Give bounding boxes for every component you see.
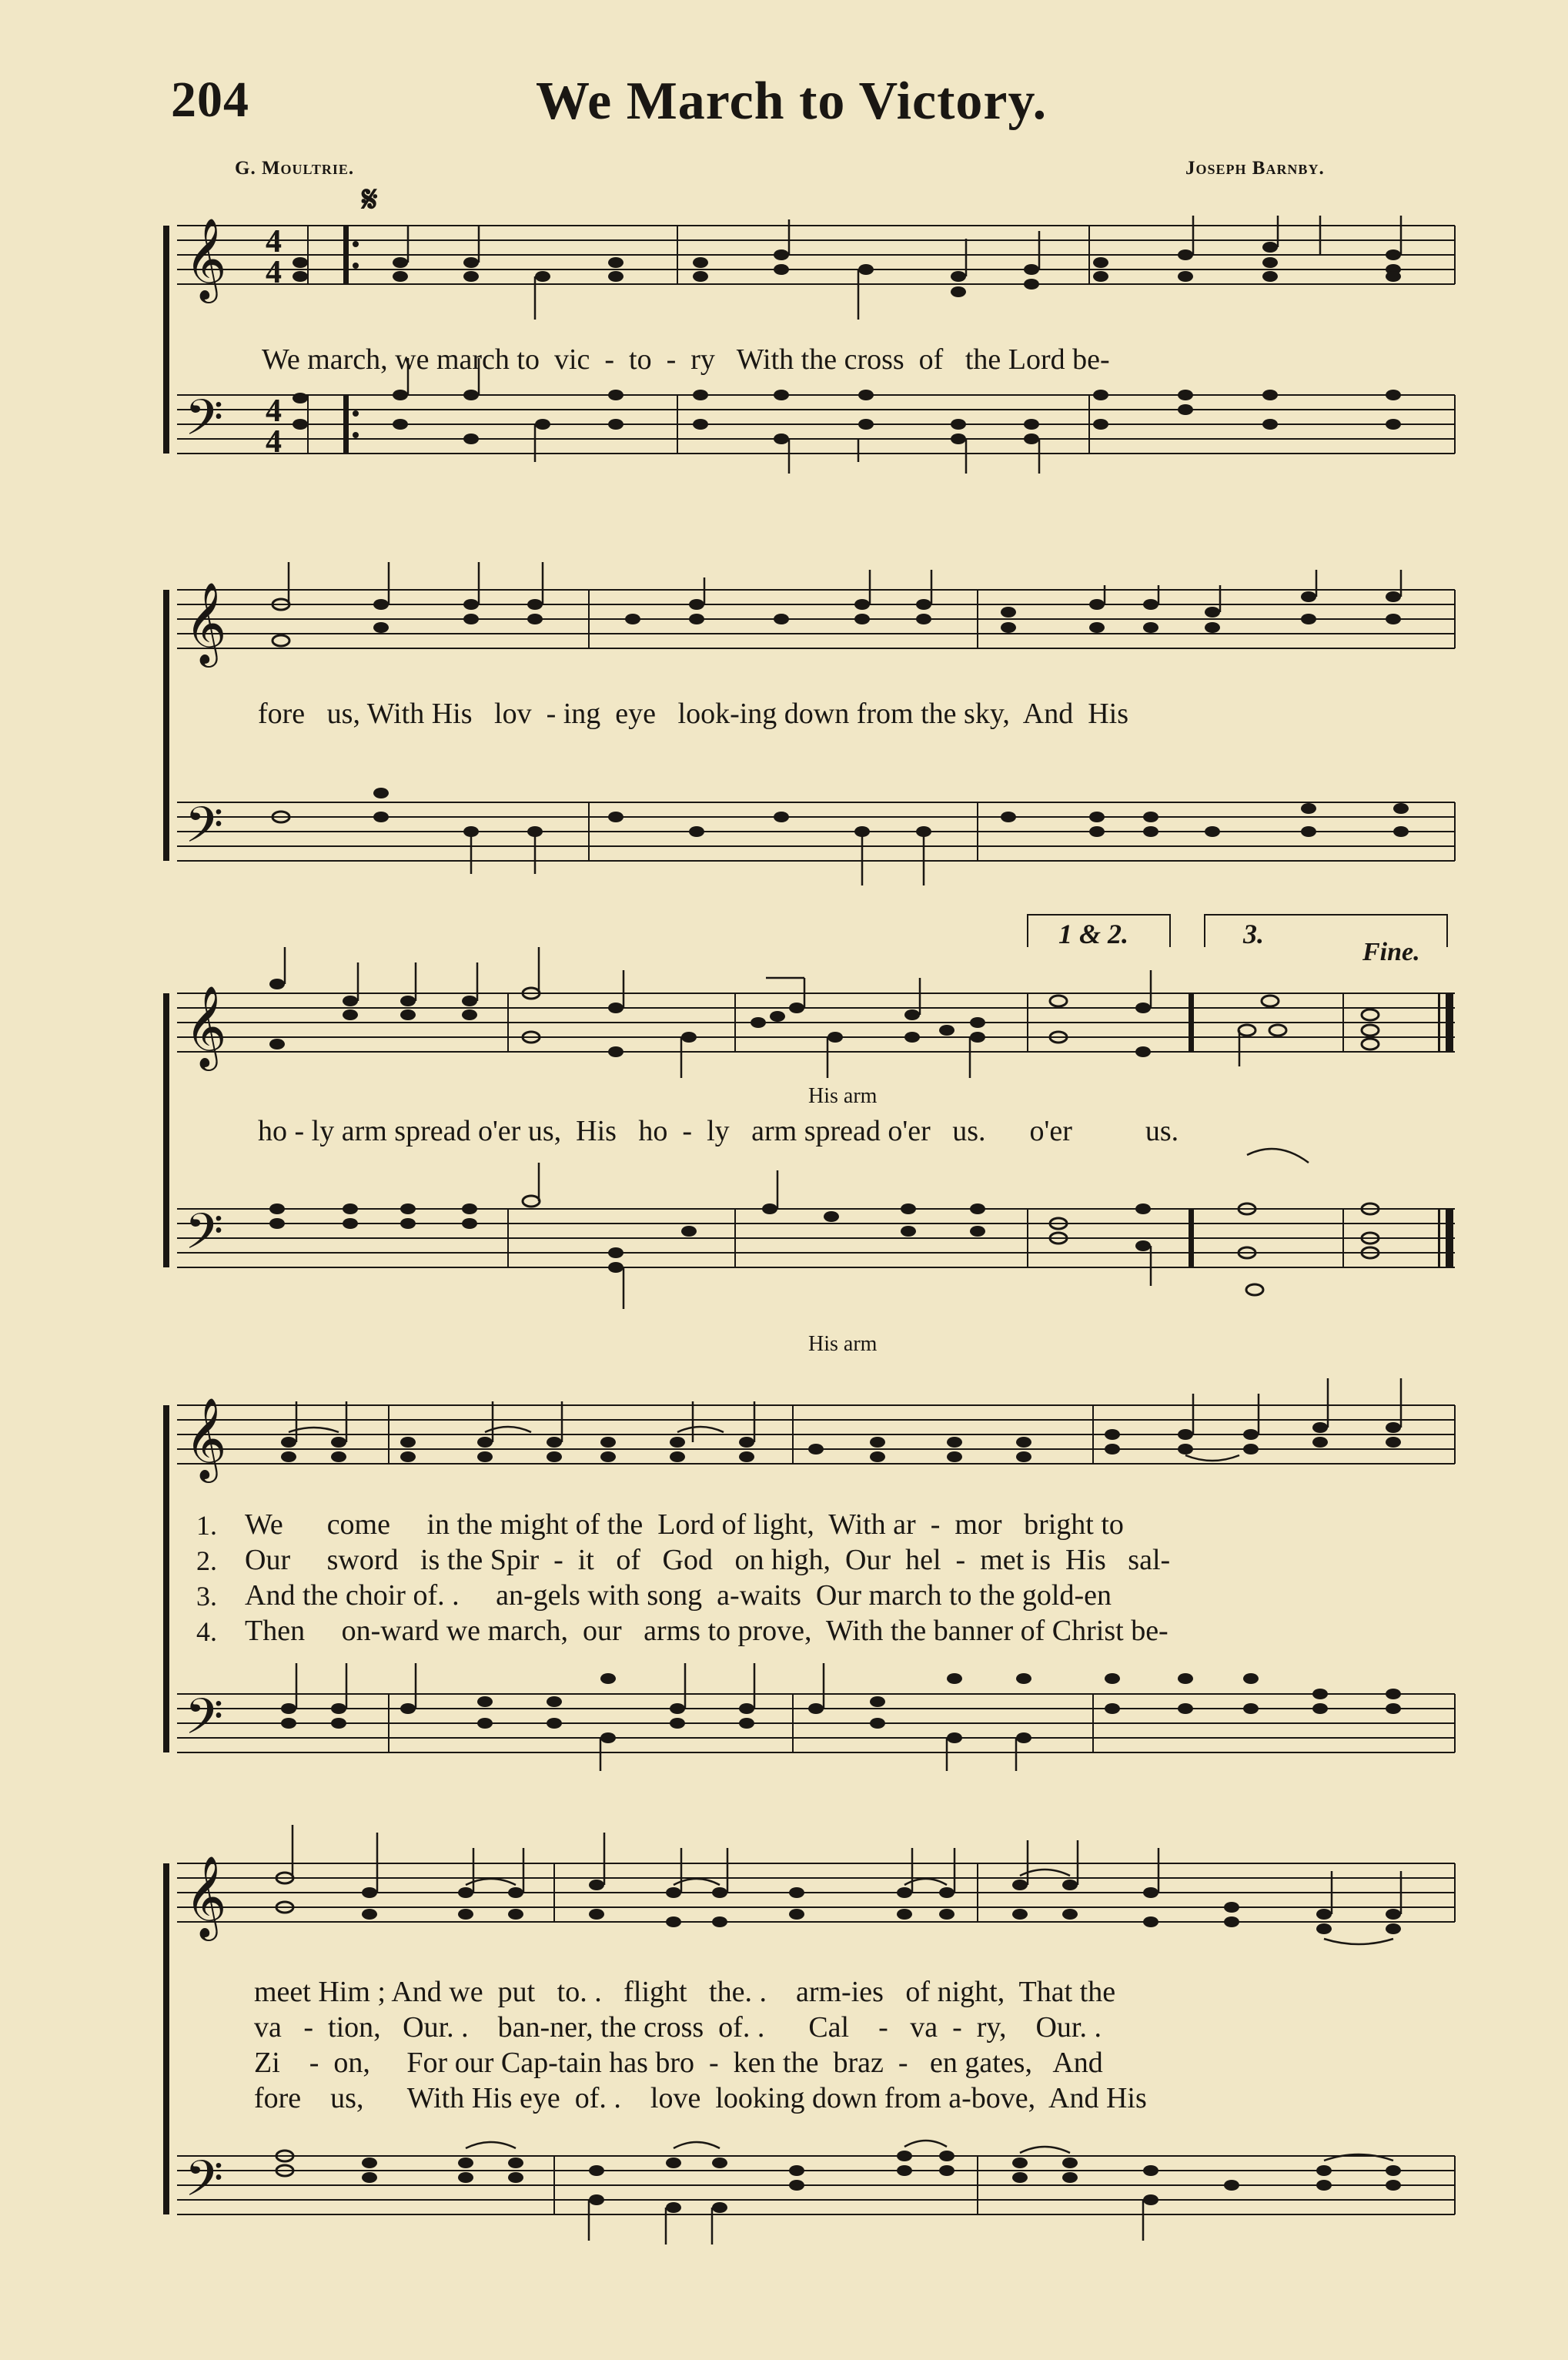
music-system-5 <box>0 1817 1568 2248</box>
music-system-3 <box>0 901 1568 1356</box>
segno-sign: 𝄋 <box>362 179 378 220</box>
svg-text:𝄢: 𝄢 <box>185 1689 224 1758</box>
lyric-line: We march, we march to vic - to - ry With the cross of the Lord be- <box>262 343 1110 376</box>
echo-label-upper: His arm <box>808 1084 878 1108</box>
second-ending-label: 3. <box>1243 919 1264 949</box>
svg-text:𝄞: 𝄞 <box>185 985 227 1067</box>
svg-text:𝄢: 𝄢 <box>185 2151 224 2220</box>
verse-4-lyric-cont: fore us, With His eye of. . love looking down from a-bove, And His <box>254 2082 1147 2114</box>
svg-text:4: 4 <box>266 393 282 429</box>
verse-3-number: 3. <box>196 1581 217 1612</box>
verse-4-lyric: Then on-ward we march, our arms to prove, With the banner of Christ be- <box>245 1615 1168 1647</box>
svg-text:𝄞: 𝄞 <box>185 581 227 664</box>
fine-marking: Fine. <box>1362 938 1420 966</box>
page-number: 204 <box>171 72 249 128</box>
lyricist-credit: G. Moultrie. <box>235 158 355 179</box>
svg-text:4: 4 <box>266 424 282 460</box>
svg-text:𝄞: 𝄞 <box>185 1397 227 1479</box>
hymn-title: We March to Victory. <box>536 72 1048 131</box>
verse-4-number: 4. <box>196 1616 217 1647</box>
verse-2-number: 2. <box>196 1545 217 1576</box>
music-system-2 <box>0 554 1568 893</box>
first-ending-label: 1 & 2. <box>1058 919 1129 949</box>
svg-text:𝄢: 𝄢 <box>185 390 224 459</box>
music-system-4 <box>0 1371 1568 1771</box>
verse-2-lyric: Our sword is the Spir - it of God on high, Our hel - met is His sal- <box>245 1544 1171 1576</box>
verse-2-lyric-cont: va - tion, Our. . ban-ner, the cross of. . Cal - va - ry, Our. . <box>254 2011 1102 2044</box>
svg-text:𝄢: 𝄢 <box>185 1203 224 1273</box>
svg-text:𝄞: 𝄞 <box>185 1855 227 1937</box>
verse-3-lyric: And the choir of. . an-gels with song a-waits Our march to the gold-en <box>245 1579 1112 1612</box>
lyric-line: ho - ly arm spread o'er us, His ho - ly arm spread o'er us. o'er us. <box>258 1115 1179 1147</box>
lyric-line: fore us, With His lov - ing eye look-ing down from the sky, And His <box>258 698 1128 730</box>
svg-text:𝄞: 𝄞 <box>185 217 227 300</box>
music-system-1 <box>0 196 1568 504</box>
staff-notation-3 <box>0 901 1568 1317</box>
svg-text:4: 4 <box>266 224 282 259</box>
svg-text:4: 4 <box>266 255 282 290</box>
composer-credit: Joseph Barnby. <box>1185 158 1325 179</box>
verse-1-number: 1. <box>196 1510 217 1541</box>
verse-3-lyric-cont: Zi - on, For our Cap-tain has bro - ken the braz - en gates, And <box>254 2047 1103 2079</box>
verse-1-lyric: We come in the might of the Lord of light, With ar - mor bright to <box>245 1508 1124 1541</box>
verse-1-lyric-cont: meet Him ; And we put to. . flight the. . arm-ies of night, That the <box>254 1976 1116 2008</box>
echo-label-lower: His arm <box>808 1332 878 1356</box>
svg-text:𝄢: 𝄢 <box>185 797 224 866</box>
